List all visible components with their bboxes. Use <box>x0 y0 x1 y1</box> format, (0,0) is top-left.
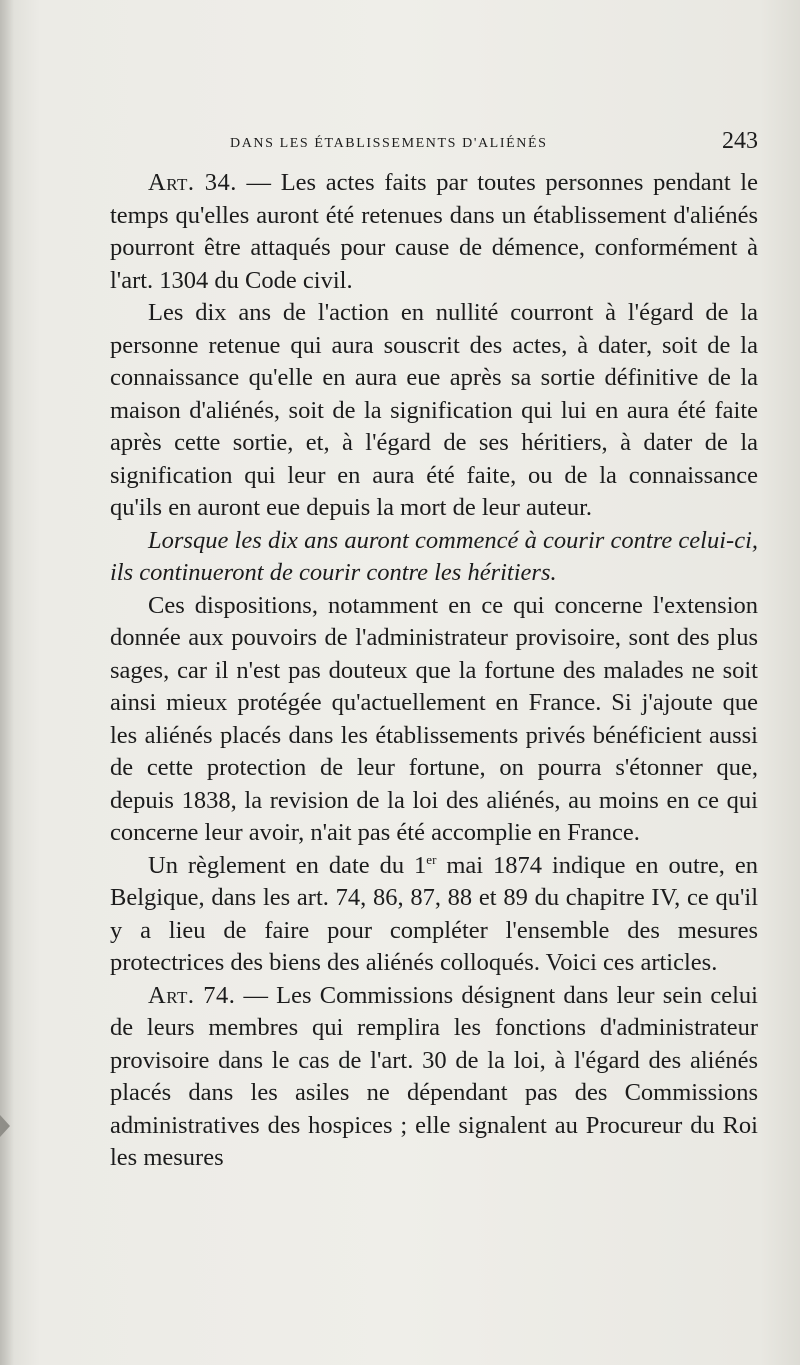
body-text <box>110 167 758 1175</box>
paragraph-commentary: Ces dispositions, notamment en ce qui concerne l'extension donnée aux pouvoirs de l'administrateur provisoire, sont des plus sages, car il n'est pas douteux que la fortune des malades ne soit ainsi mieux protégée qu'actuellement en France. Si j'ajoute que les aliénés placés dans les établissements privés bénéficient aussi de cette protection de leur fortune, on pourra s'étonner que, depuis 1838, la revision de la loi des aliénés, au moins en ce qui concerne leur avoir, n'ait pas été accomplie en France. <box>110 591 758 846</box>
reglement-text-end: mai 1874 indique en outre, en Belgique, dans les art. 74, 86, 87, 88 et 89 du chapitre IV, ce qu'il y a lieu de faire pour compléter l'ensemble des mesures protectrices des biens des aliénés colloqués. Voici ces articles. <box>110 851 758 976</box>
article-label: Art. 34. <box>148 169 237 196</box>
paragraph-reglement-1874 <box>110 850 758 980</box>
page-number: 243 <box>722 128 758 154</box>
article-text: — Les Commissions désignent dans leur sein celui de leurs membres qui remplira les fonctions d'administrateur provisoire dans le cas de l'art. 30 de la loi, à l'égard des aliénés placés dans les asiles ne dépendant pas des Commissions administratives des hospices ; elle signalent au Procureur du Roi les mesures <box>110 981 758 1171</box>
paragraph-article-74 <box>110 980 758 1175</box>
paragraph-nullity-period: Les dix ans de l'action en nullité courront à l'égard de la personne retenue qui aura souscrit des actes, à dater, soit de la connaissance qu'elle en aura eue après sa sortie définitive de la maison d'aliénés, soit de la signification qui lui en aura été faite après cette sortie, et, à l'égard de ses héritiers, à dater de la signification qui leur en aura été faite, ou de la connaissance qu'ils en auront eue depuis la mort de leur auteur. <box>110 299 758 521</box>
article-label: Art. 74. <box>148 981 236 1009</box>
running-head-title: DANS LES ÉTABLISSEMENTS D'ALIÉNÉS <box>230 136 548 151</box>
paragraph-heirs-italic: Lorsque les dix ans auront commencé à courir contre celui-ci, ils continueront de courir contre les héritiers. <box>110 526 758 586</box>
running-head <box>110 128 758 160</box>
paragraph-article-34 <box>110 167 758 297</box>
ordinal-superscript: er <box>426 851 437 867</box>
page-gutter-shadow <box>0 0 14 1365</box>
article-text: — Les actes faits par toutes personnes pendant le temps qu'elles auront été retenues dans un établissement d'aliénés pourront être attaqués pour cause de démence, conformément à l'art. 1304 du Code civil. <box>110 169 758 294</box>
reglement-text-start: Un règlement en date du 1 <box>148 851 427 879</box>
